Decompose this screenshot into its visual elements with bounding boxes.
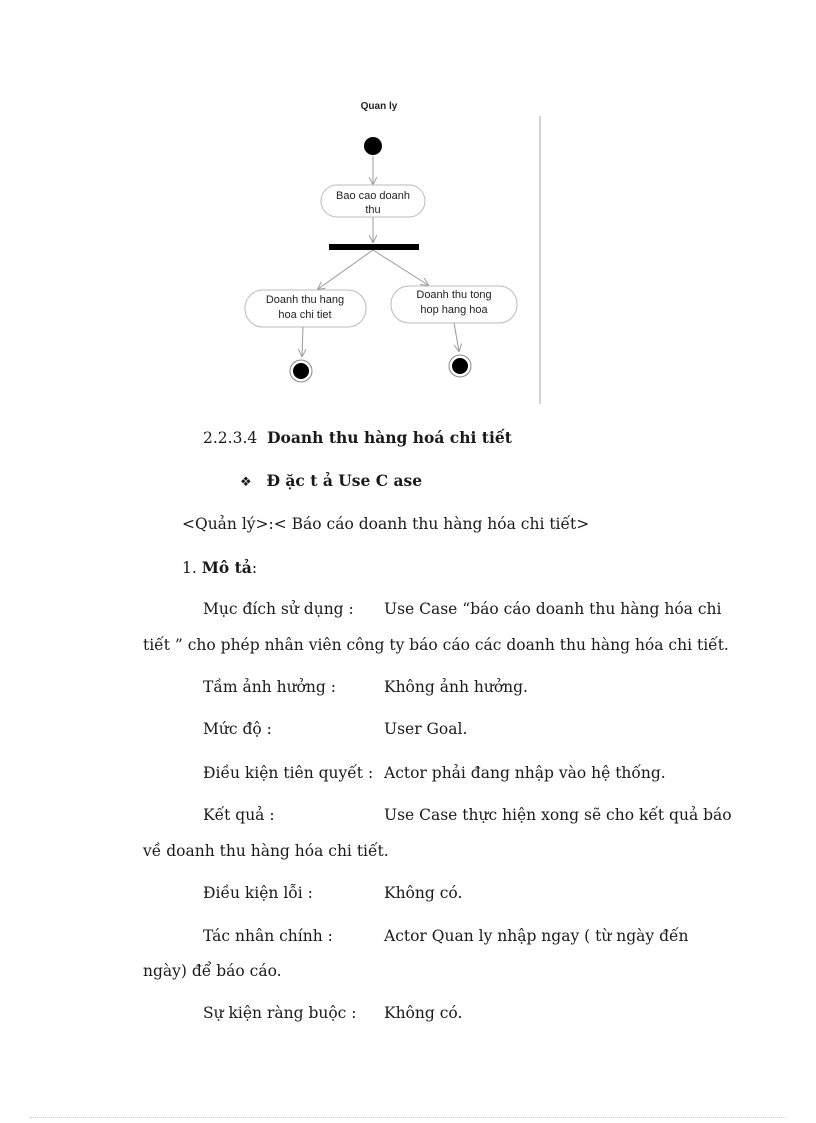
- description-label: Mô tả: [201, 558, 252, 577]
- flow-detail-to-final: [302, 327, 303, 356]
- activity-detail-line2: hoa chi tiet: [278, 309, 332, 321]
- flow-summary-to-final: [454, 323, 459, 351]
- flow-fork-to-detail: [318, 250, 373, 289]
- constraint-label: Sự kiện ràng buộc :: [203, 1004, 357, 1022]
- level-label: Mức độ :: [203, 720, 272, 738]
- section-number: 2.2.3.4: [203, 429, 258, 447]
- section-title: Doanh thu hàng hoá chi tiết: [267, 428, 512, 447]
- swimlane-title: Quan ly: [360, 101, 398, 112]
- description-number: 1.: [182, 559, 197, 577]
- activity-detail: [245, 290, 366, 327]
- error-value: Không có.: [384, 884, 463, 902]
- level-value: User Goal.: [384, 720, 468, 738]
- activity-summary-line2: hop hang hoa: [420, 304, 488, 316]
- use-case-ref: <Quản lý>:< Báo cáo doanh thu hàng hóa chi tiết>: [182, 515, 590, 533]
- error-label: Điều kiện lỗi :: [203, 884, 313, 902]
- impact-label: Tầm ảnh hưởng :: [203, 678, 336, 696]
- diamond-bullet-icon: ❖: [240, 475, 252, 490]
- spec-heading-text: Đ ặc t ả Use C ase: [266, 471, 423, 490]
- actor-label: Tác nhân chính :: [203, 927, 333, 945]
- page-bottom-rule: [30, 1117, 786, 1118]
- initial-node: [364, 137, 382, 155]
- flow-fork-to-summary: [373, 250, 428, 285]
- final-node-detail: [290, 360, 312, 382]
- activity-detail-line1: Doanh thu hang: [265, 294, 345, 306]
- activity-summary-line1: Doanh thu tong: [416, 289, 492, 301]
- purpose-continuation: tiết ” cho phép nhân viên công ty báo cáo các doanh thu hàng hóa chi tiết.: [143, 636, 729, 654]
- precondition-label: Điều kiện tiên quyết :: [203, 764, 374, 782]
- description-colon: :: [251, 559, 258, 577]
- purpose-label: Mục đích sử dụng :: [203, 600, 354, 618]
- section-heading: [203, 428, 512, 447]
- result-label: Kết quả :: [203, 806, 275, 824]
- result-continuation: về doanh thu hàng hóa chi tiết.: [143, 842, 389, 860]
- activity-summary: [391, 286, 517, 323]
- activity-report: [321, 185, 425, 217]
- purpose-value: Use Case “báo cáo doanh thu hàng hóa chi: [384, 600, 722, 618]
- description-heading: [182, 558, 257, 577]
- final-node-summary: [449, 355, 471, 377]
- impact-value: Không ảnh hưởng.: [384, 678, 528, 696]
- constraint-value: Không có.: [384, 1004, 463, 1022]
- activity-report-line2: thu: [365, 204, 381, 216]
- actor-continuation: ngày) để báo cáo.: [143, 962, 282, 980]
- activity-diagram: [0, 0, 816, 420]
- spec-heading: [240, 471, 422, 490]
- activity-report-line1: Bao cao doanh: [335, 190, 411, 202]
- precondition-value: Actor phải đang nhập vào hệ thống.: [384, 764, 666, 782]
- actor-value: Actor Quan ly nhập ngay ( từ ngày đến: [384, 927, 689, 945]
- fork-bar: [329, 244, 419, 250]
- result-value: Use Case thực hiện xong sẽ cho kết quả báo: [384, 806, 732, 824]
